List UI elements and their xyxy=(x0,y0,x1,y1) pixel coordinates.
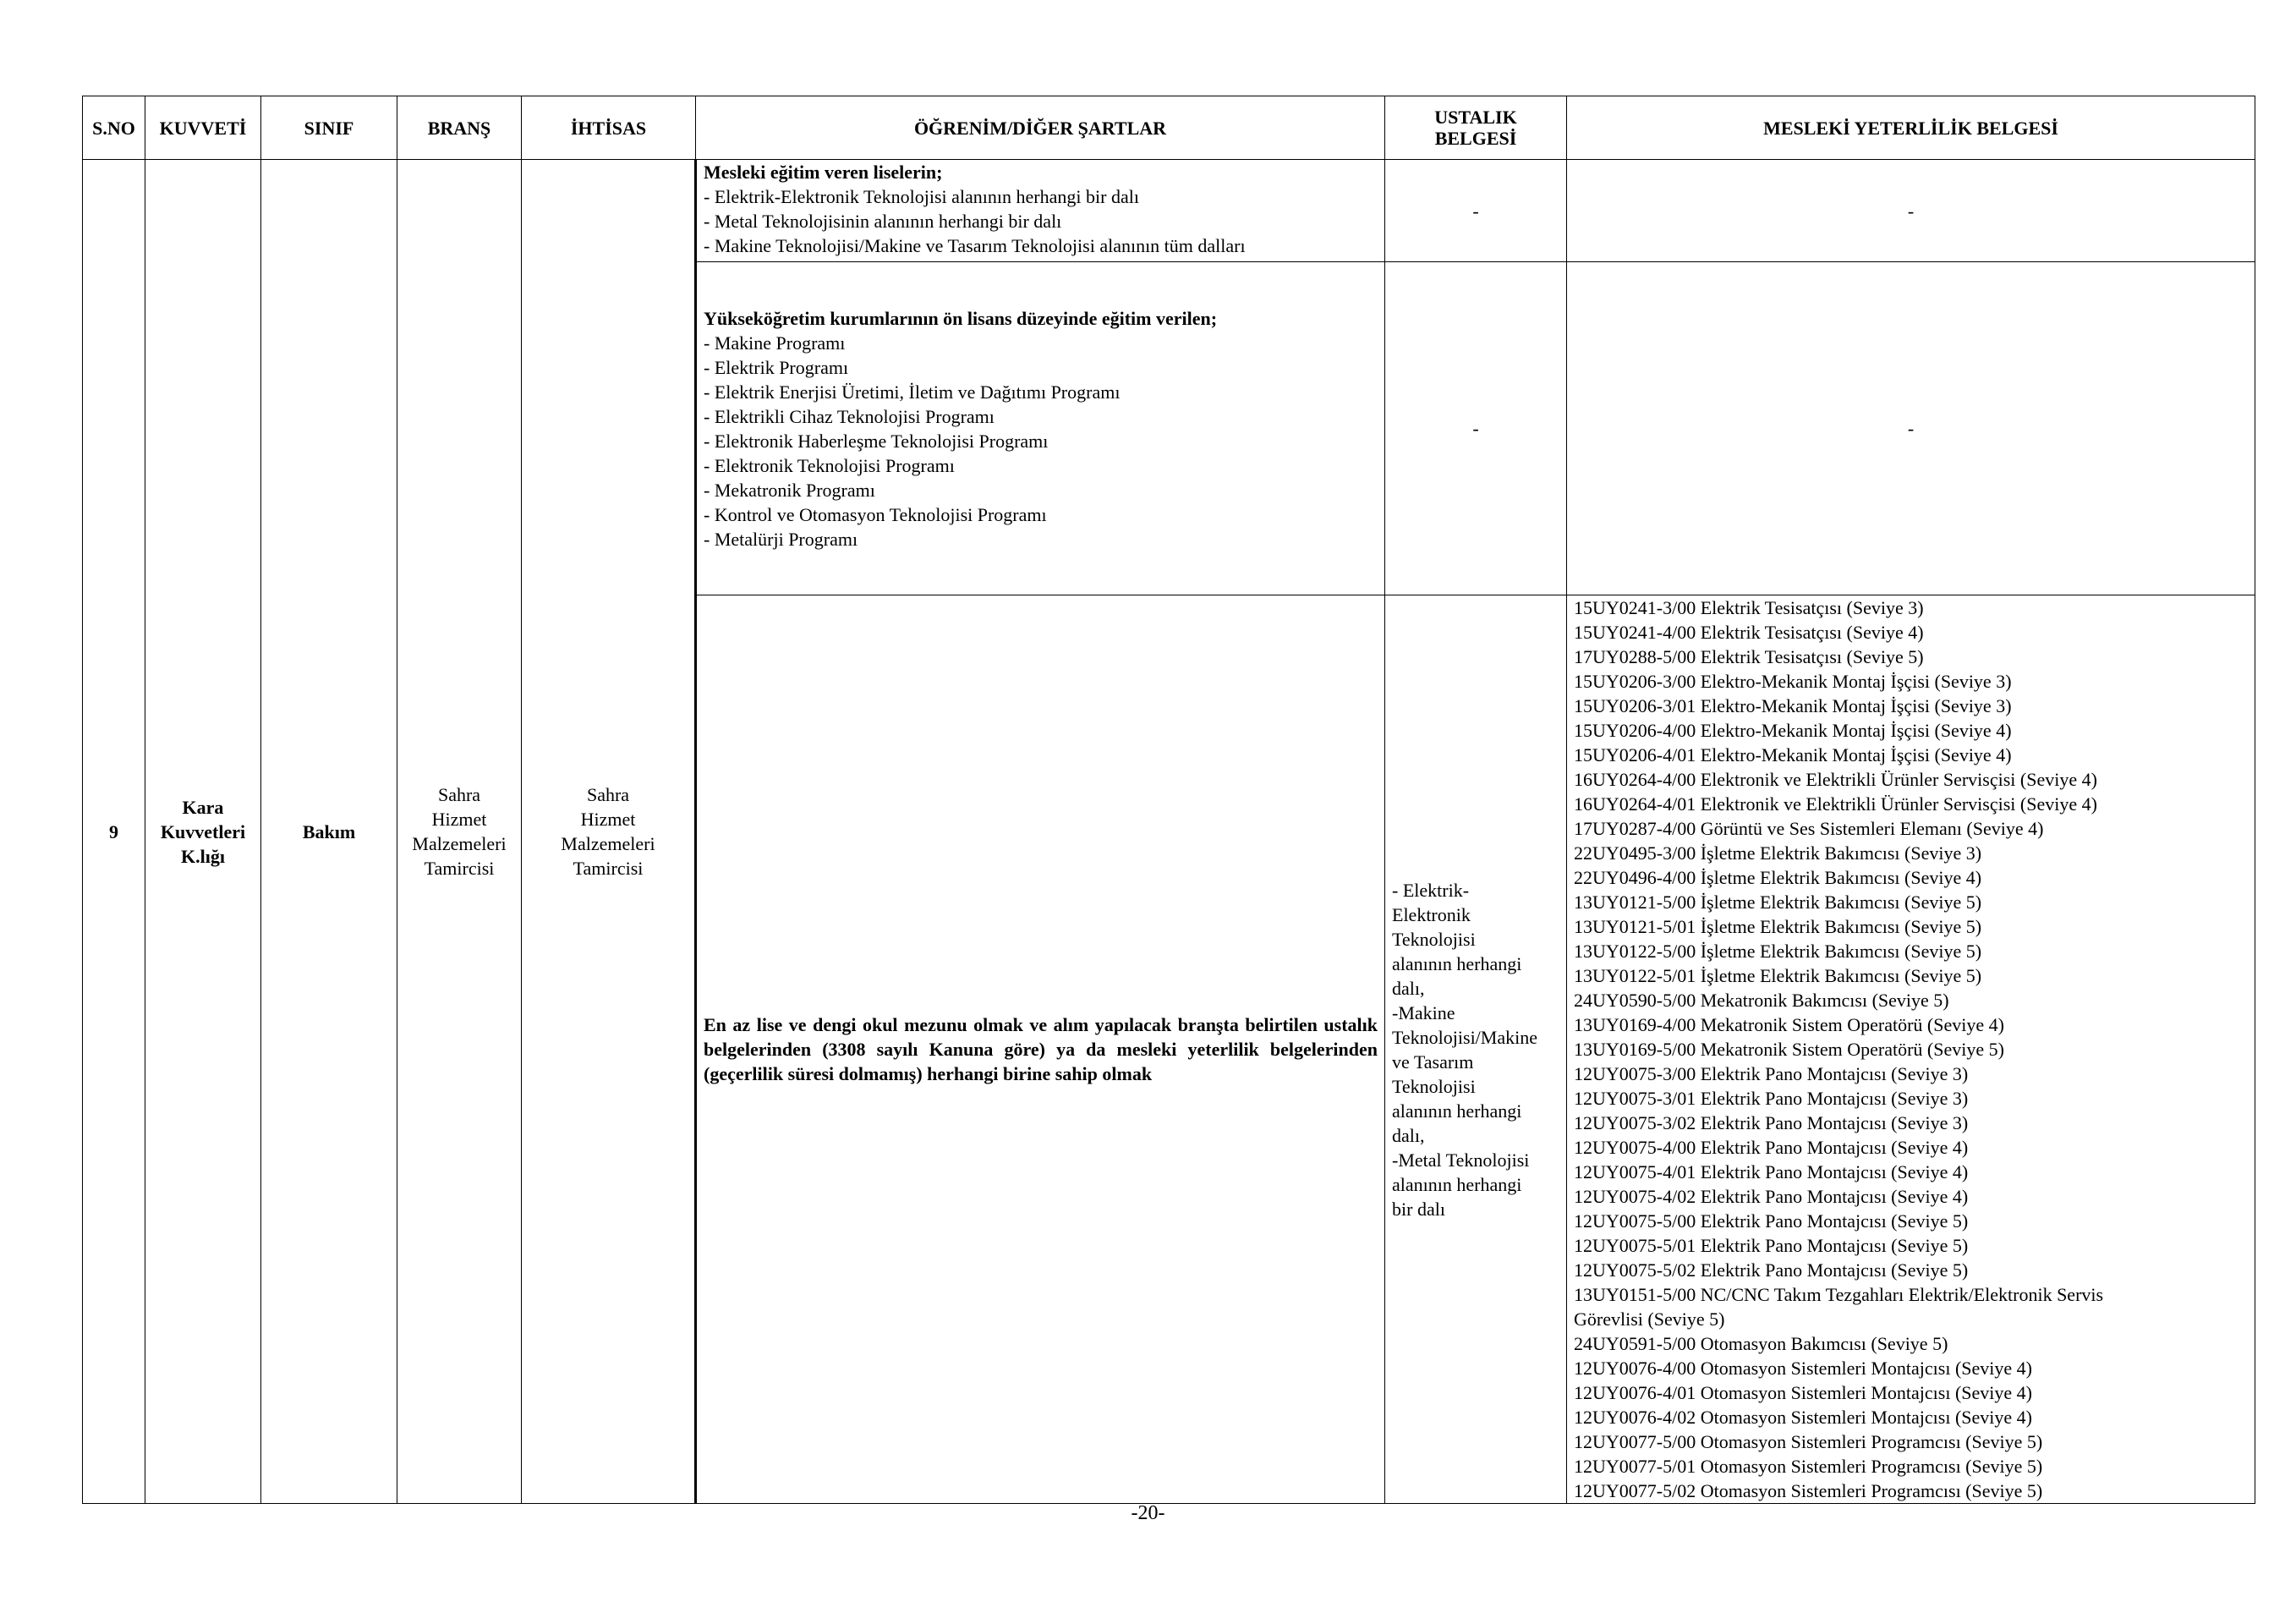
myb-line: Görevlisi (Seviye 5) xyxy=(1574,1309,1725,1330)
condition-item: - Mekatronik Programı xyxy=(704,479,875,501)
condition-2-title: Yükseköğretim kurumlarının ön lisans düzeyinde eğitim verilen; xyxy=(704,307,1218,329)
cell-kuvveti xyxy=(145,160,261,1504)
myb-line: 12UY0077-5/02 Otomasyon Sistemleri Programcısı (Seviye 5) xyxy=(1574,1480,2043,1501)
header-ihtisas: İHTİSAS xyxy=(522,96,696,160)
kuvveti-line: Kuvvetleri xyxy=(160,820,246,842)
myb-line: 13UY0121-5/01 İşletme Elektrik Bakımcısı (Seviye 5) xyxy=(1574,916,1982,937)
condition-1-title: Mesleki eğitim veren liselerin; xyxy=(704,162,943,183)
header-sinif: SINIF xyxy=(261,96,397,160)
myb-line: 12UY0075-4/02 Elektrik Pano Montajcısı (Seviye 4) xyxy=(1574,1186,1969,1207)
ustalik-line: bir dalı xyxy=(1392,1198,1445,1220)
condition-item: - Makine Teknolojisi/Makine ve Tasarım Teknolojisi alanının tüm dalları xyxy=(704,235,1246,256)
myb-line: 24UY0590-5/00 Mekatronik Bakımcısı (Seviye 5) xyxy=(1574,990,1949,1011)
page-number: -20- xyxy=(1131,1502,1165,1524)
ustalik-line: Teknolojisi xyxy=(1392,1075,1476,1097)
myb-line: 12UY0075-4/01 Elektrik Pano Montajcısı (Seviye 4) xyxy=(1574,1161,1969,1182)
header-sno: S.NO xyxy=(83,96,145,160)
myb-line: 13UY0151-5/00 NC/CNC Takım Tezgahları Elektrik/Elektronik Servis xyxy=(1574,1284,2104,1305)
condition-item: - Elektrik Enerjisi Üretimi, İletim ve Dağıtımı Programı xyxy=(704,381,1121,403)
kuvveti-line: K.lığı xyxy=(181,845,225,867)
myb-line: 12UY0075-5/01 Elektrik Pano Montajcısı (Seviye 5) xyxy=(1574,1235,1969,1256)
myb-line: 15UY0241-3/00 Elektrik Tesisatçısı (Seviye 3) xyxy=(1574,597,1924,618)
myb-line: 17UY0287-4/00 Görüntü ve Ses Sistemleri Elemanı (Seviye 4) xyxy=(1574,818,2044,839)
brans-line: Sahra xyxy=(437,784,481,805)
myb-1: - xyxy=(1567,160,2255,262)
ustalik-line: dalı, xyxy=(1392,977,1425,999)
myb-line: 24UY0591-5/00 Otomasyon Bakımcısı (Seviye 5) xyxy=(1574,1333,1948,1354)
myb-line: 13UY0169-4/00 Mekatronik Sistem Operatörü (Seviye 4) xyxy=(1574,1014,2004,1035)
ustalik-line: dalı, xyxy=(1392,1124,1425,1146)
cell-brans xyxy=(397,160,522,1504)
header-ustalik-line1: USTALIK xyxy=(1434,107,1517,128)
ihtisas-line: Malzemeleri xyxy=(561,833,655,854)
ustalik-line: Teknolojisi/Makine xyxy=(1392,1026,1537,1048)
myb-line: 12UY0077-5/00 Otomasyon Sistemleri Programcısı (Seviye 5) xyxy=(1574,1431,2043,1452)
myb-line: 16UY0264-4/01 Elektronik ve Elektrikli Ürünler Servisçisi (Seviye 4) xyxy=(1574,793,2097,815)
condition-item: - Elektrikli Cihaz Teknolojisi Programı xyxy=(704,405,995,427)
brans-line: Malzemeleri xyxy=(412,833,507,854)
header-row xyxy=(83,96,2255,160)
cell-sinif: Bakım xyxy=(261,160,397,1504)
ustalik-line: - Elektrik- xyxy=(1392,879,1470,901)
condition-item: - Elektrik-Elektronik Teknolojisi alanının herhangi bir dalı xyxy=(704,186,1139,207)
myb-line: 15UY0241-4/00 Elektrik Tesisatçısı (Seviye 4) xyxy=(1574,622,1924,643)
myb-line: 12UY0075-3/00 Elektrik Pano Montajcısı (Seviye 3) xyxy=(1574,1063,1969,1084)
header-ogrenim: ÖĞRENİM/DİĞER ŞARTLAR xyxy=(696,96,1385,160)
condition-2 xyxy=(696,262,1385,595)
header-brans: BRANŞ xyxy=(397,96,522,160)
myb-line: 16UY0264-4/00 Elektronik ve Elektrikli Ürünler Servisçisi (Seviye 4) xyxy=(1574,769,2097,790)
myb-line: 12UY0075-4/00 Elektrik Pano Montajcısı (Seviye 4) xyxy=(1574,1137,1969,1158)
condition-item: - Kontrol ve Otomasyon Teknolojisi Programı xyxy=(704,503,1047,525)
ihtisas-line: Sahra xyxy=(586,784,630,805)
ustalik-line: alanının herhangi xyxy=(1392,1173,1522,1195)
ustalik-line: alanının herhangi xyxy=(1392,1100,1522,1122)
ustalik-line: ve Tasarım xyxy=(1392,1051,1474,1073)
myb-line: 12UY0075-5/02 Elektrik Pano Montajcısı (Seviye 5) xyxy=(1574,1259,1969,1281)
header-myb: MESLEKİ YETERLİLİK BELGESİ xyxy=(1567,96,2255,160)
myb-line: 15UY0206-3/01 Elektro-Mekanik Montaj İşçisi (Seviye 3) xyxy=(1574,695,2012,716)
condition-item: - Elektronik Teknolojisi Programı xyxy=(704,454,955,476)
myb-line: 13UY0122-5/01 İşletme Elektrik Bakımcısı (Seviye 5) xyxy=(1574,965,1982,986)
condition-item: - Elektronik Haberleşme Teknolojisi Programı xyxy=(704,430,1049,452)
myb-line: 13UY0121-5/00 İşletme Elektrik Bakımcısı (Seviye 5) xyxy=(1574,892,1982,913)
myb-line: 15UY0206-4/01 Elektro-Mekanik Montaj İşçisi (Seviye 4) xyxy=(1574,744,2012,765)
myb-line: 12UY0075-3/02 Elektrik Pano Montajcısı (Seviye 3) xyxy=(1574,1112,1969,1133)
condition-item: - Metalürji Programı xyxy=(704,528,858,550)
ustalik-line: -Metal Teknolojisi xyxy=(1392,1149,1530,1171)
ihtisas-line: Hizmet xyxy=(580,809,636,830)
requirements-table xyxy=(82,96,2255,1504)
header-ustalik-line2: BELGESİ xyxy=(1434,128,1517,149)
ustalik-3 xyxy=(1385,595,1567,1504)
header-ustalik xyxy=(1385,96,1567,160)
myb-line: 22UY0496-4/00 İşletme Elektrik Bakımcısı (Seviye 4) xyxy=(1574,867,1982,888)
condition-item: - Elektrik Programı xyxy=(704,356,849,378)
ustalik-line: Elektronik xyxy=(1392,903,1471,925)
kuvveti-line: Kara xyxy=(182,796,224,818)
condition-3: En az lise ve dengi okul mezunu olmak ve alım yapılacak branşta belirtilen ustalık belgelerinden (3308 sayılı Kanuna göre) ya da mesleki yeterlilik belgelerinden (geçerlilik süresi dolmamış) herhangi birine sahip olmak xyxy=(696,595,1385,1504)
myb-line: 12UY0075-5/00 Elektrik Pano Montajcısı (Seviye 5) xyxy=(1574,1210,1969,1232)
myb-line: 17UY0288-5/00 Elektrik Tesisatçısı (Seviye 5) xyxy=(1574,646,1924,667)
ustalik-line: Teknolojisi xyxy=(1392,928,1476,950)
brans-line: Tamircisi xyxy=(424,858,495,879)
myb-2: - xyxy=(1567,262,2255,595)
myb-line: 12UY0075-3/01 Elektrik Pano Montajcısı (Seviye 3) xyxy=(1574,1088,1969,1109)
myb-line: 12UY0077-5/01 Otomasyon Sistemleri Programcısı (Seviye 5) xyxy=(1574,1456,2043,1477)
header-kuvveti: KUVVETİ xyxy=(145,96,261,160)
table-row xyxy=(83,160,2255,262)
ustalik-line: alanının herhangi xyxy=(1392,952,1522,974)
cell-ihtisas xyxy=(522,160,696,1504)
myb-line: 13UY0169-5/00 Mekatronik Sistem Operatörü (Seviye 5) xyxy=(1574,1039,2004,1060)
ihtisas-line: Tamircisi xyxy=(573,858,644,879)
myb-line: 12UY0076-4/02 Otomasyon Sistemleri Montajcısı (Seviye 4) xyxy=(1574,1407,2032,1428)
myb-line: 12UY0076-4/01 Otomasyon Sistemleri Montajcısı (Seviye 4) xyxy=(1574,1382,2032,1403)
myb-3 xyxy=(1567,595,2255,1504)
brans-line: Hizmet xyxy=(431,809,487,830)
myb-line: 12UY0076-4/00 Otomasyon Sistemleri Montajcısı (Seviye 4) xyxy=(1574,1358,2032,1379)
ustalik-2: - xyxy=(1385,262,1567,595)
cell-sno: 9 xyxy=(83,160,145,1504)
myb-line: 15UY0206-4/00 Elektro-Mekanik Montaj İşçisi (Seviye 4) xyxy=(1574,720,2012,741)
condition-1 xyxy=(696,160,1385,262)
myb-line: 22UY0495-3/00 İşletme Elektrik Bakımcısı (Seviye 3) xyxy=(1574,842,1982,864)
ustalik-1: - xyxy=(1385,160,1567,262)
myb-line: 13UY0122-5/00 İşletme Elektrik Bakımcısı (Seviye 5) xyxy=(1574,941,1982,962)
condition-item: - Makine Programı xyxy=(704,332,846,354)
myb-line: 15UY0206-3/00 Elektro-Mekanik Montaj İşçisi (Seviye 3) xyxy=(1574,671,2012,692)
ustalik-line: -Makine xyxy=(1392,1001,1455,1023)
condition-item: - Metal Teknolojisinin alanının herhangi bir dalı xyxy=(704,211,1062,232)
